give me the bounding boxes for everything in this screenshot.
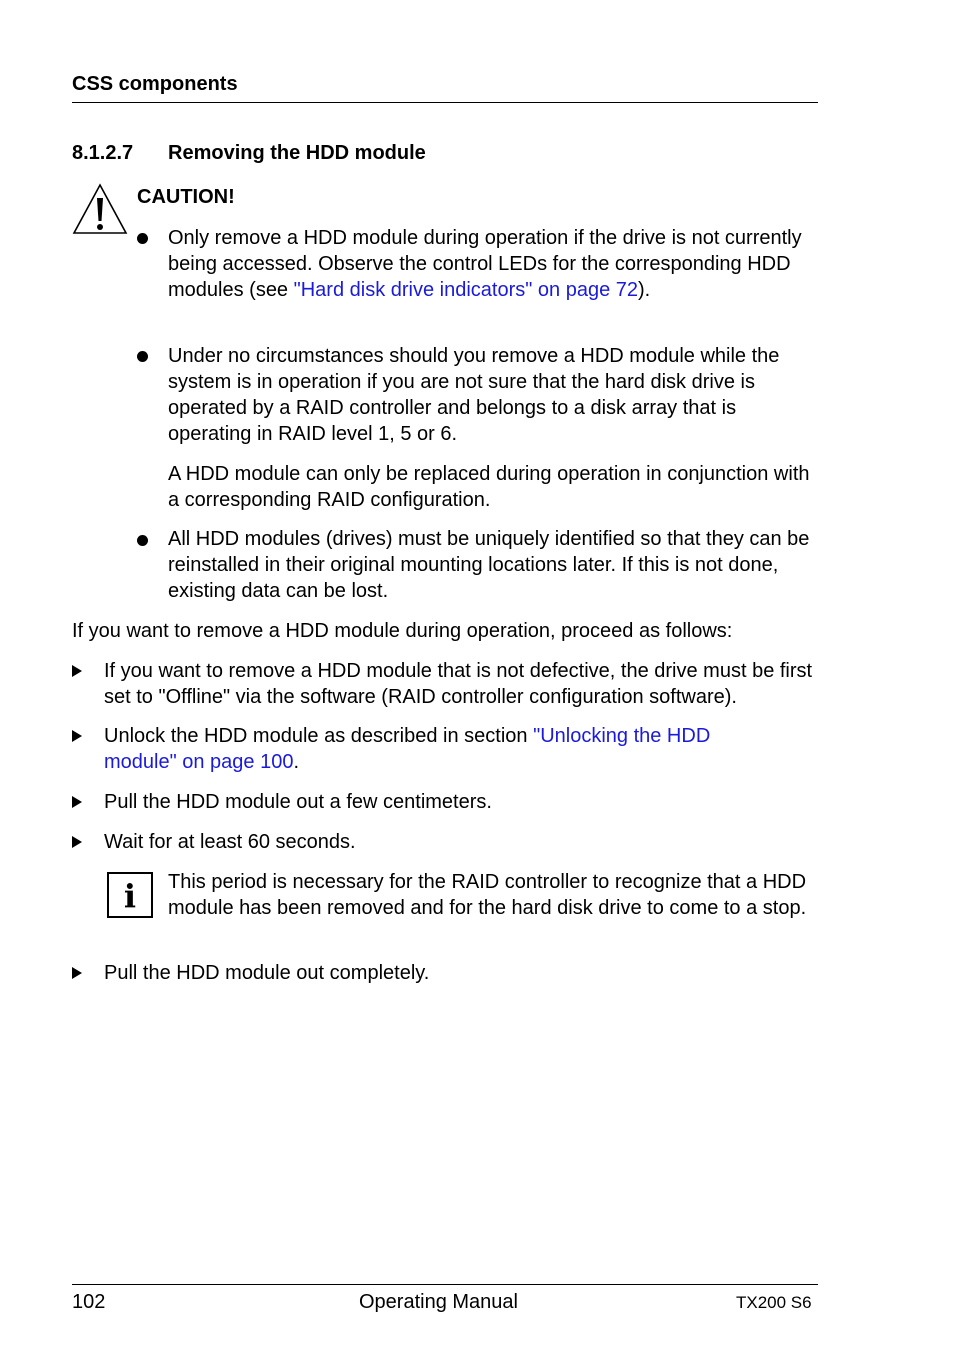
- step-arrow-icon: [72, 796, 82, 808]
- step-arrow-icon: [72, 730, 82, 742]
- caution-bullet-2-followup: A HDD module can only be replaced during operation in conjunction with a corresponding RAID configuration.: [168, 463, 810, 511]
- caution-bullet-1: Only remove a HDD module during operation if the drive is not currently being accessed. Observe the control LEDs for the corresponding HDD modules (see "Hard disk drive indicators" on page 72).: [168, 227, 802, 301]
- footer-manual-title: Operating Manual: [359, 1291, 518, 1313]
- page-number: 102: [72, 1291, 106, 1313]
- step-arrow-icon: [72, 967, 82, 979]
- intro-paragraph: If you want to remove a HDD module during operation, proceed as follows:: [72, 620, 733, 642]
- header-rule: [72, 102, 818, 103]
- info-note: This period is necessary for the RAID controller to recognize that a HDD module has been removed and for the hard disk drive to come to a stop.: [168, 871, 807, 919]
- caution-bullet-3: All HDD modules (drives) must be uniquely identified so that they can be reinstalled in their original mounting locations later. If this is not done, existing data can be lost.: [168, 528, 810, 602]
- step-arrow-icon: [72, 836, 82, 848]
- step-2: Unlock the HDD module as described in section "Unlocking the HDD module" on page 100.: [104, 725, 711, 773]
- bullet-dot-icon: [137, 535, 148, 546]
- step-5: Pull the HDD module out completely.: [104, 962, 430, 984]
- step-4: Wait for at least 60 seconds.: [104, 831, 356, 853]
- footer-model: TX200 S6: [736, 1293, 812, 1312]
- step-3: Pull the HDD module out a few centimeters.: [104, 791, 492, 813]
- caution-bullet-2: Under no circumstances should you remove a HDD module while the system is in operation if you are not sure that the hard disk drive is operated by a RAID controller and belongs to a disk array that is operating in RAID level 1, 5 or 6.: [168, 345, 780, 445]
- hard-disk-indicators-link[interactable]: "Hard disk drive indicators" on page 72: [293, 279, 639, 301]
- bullet-dot-icon: [137, 233, 148, 244]
- section-title: Removing the HDD module: [168, 142, 426, 164]
- step-1: If you want to remove a HDD module that is not defective, the drive must be first set to "Offline" via the software (RAID controller configuration software).: [104, 660, 813, 708]
- section-number: 8.1.2.7: [72, 142, 134, 164]
- step-arrow-icon: [72, 665, 82, 677]
- bullet-dot-icon: [137, 351, 148, 362]
- footer-rule: [72, 1284, 818, 1285]
- info-i-icon: i: [107, 872, 153, 918]
- caution-title: CAUTION!: [137, 186, 235, 208]
- running-header: CSS components: [72, 73, 238, 95]
- unlocking-hdd-link[interactable]: "Unlocking the HDD module" on page 100: [104, 725, 711, 773]
- warning-triangle-icon: [72, 183, 128, 237]
